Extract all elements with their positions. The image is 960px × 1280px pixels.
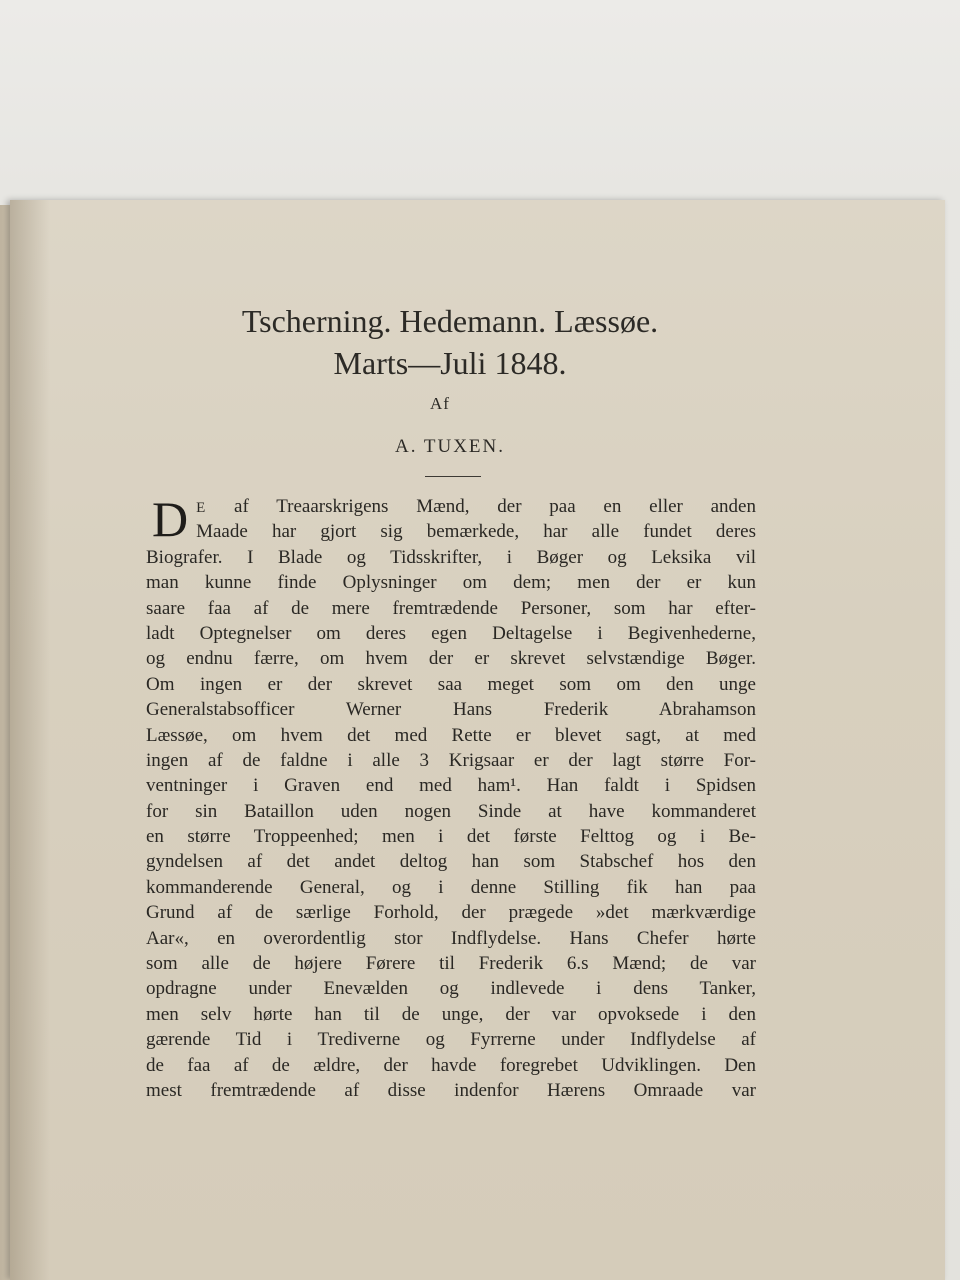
body-line: Maade har gjort sig bemærkede, har alle fundet deres xyxy=(196,521,756,543)
title-rule xyxy=(425,476,481,477)
body-line: som alle de højere Førere til Frederik 6.s Mænd; de var xyxy=(146,953,756,975)
drop-cap: D xyxy=(152,491,189,547)
body-line: men selv hørte han til de unge, der var opvoksede i den xyxy=(146,1003,756,1025)
body-line: gyndelsen af det andet deltog han som Stabschef hos den xyxy=(146,851,756,873)
drop-cap-rest: E xyxy=(196,500,207,516)
body-line: Aar«, en overordentlig stor Indflydelse. Hans Chefer hørte xyxy=(146,927,756,949)
title-line-2: Marts—Juli 1848. xyxy=(333,345,567,381)
body-line: Generalstabsofficer Werner Hans Frederik Abrahamson xyxy=(146,699,756,721)
title-line-1: Tscherning. Hedemann. Læssøe. xyxy=(241,303,659,339)
byline: Af xyxy=(430,394,450,413)
body-line: gærende Tid i Trediverne og Fyrrerne under Indflydelse af xyxy=(146,1029,756,1051)
body-line: Grund af de særlige Forhold, der prægede »det mærkværdige xyxy=(146,902,756,924)
body-line: ventninger i Graven end med ham¹. Han faldt i Spidsen xyxy=(146,775,756,797)
body-line: man kunne finde Oplysninger om dem; men der er kun xyxy=(146,572,756,594)
body-line: opdragne under Enevælden og indlevede i dens Tanker, xyxy=(146,978,756,1000)
body-line: E af Treaarskrigens Mænd, der paa en eller anden xyxy=(196,496,756,517)
article-title xyxy=(150,300,750,384)
body-line: de faa af de ældre, der havde foregrebet Udviklingen. Den xyxy=(146,1054,756,1076)
body-line: Biografer. I Blade og Tidsskrifter, i Bøger og Leksika vil xyxy=(146,546,756,568)
author-name: A. TUXEN. xyxy=(394,436,505,457)
body-text xyxy=(146,491,756,1103)
body-line: ladt Optegnelser om deres egen Deltagelse i Begivenhederne, xyxy=(146,622,756,644)
body-line: en større Troppeenhed; men i det første Felttog og i Be- xyxy=(146,826,756,848)
body-line: saare faa af de mere fremtrædende Personer, som har efter- xyxy=(146,597,756,619)
body-line: mest fremtrædende af disse indenfor Hærens Omraade var xyxy=(146,1079,756,1101)
body-line: Læssøe, om hvem det med Rette er blevet sagt, at med xyxy=(146,724,756,746)
body-line: Om ingen er der skrevet saa meget som om den unge xyxy=(146,673,756,695)
body-line: og endnu færre, om hvem der er skrevet selvstændige Bøger. xyxy=(146,648,756,670)
body-line: ingen af de faldne i alle 3 Krigsaar er der lagt større For- xyxy=(146,749,756,771)
page-gutter-shadow xyxy=(10,200,50,1280)
body-line: kommanderende General, og i denne Stilling fik han paa xyxy=(146,876,756,898)
body-line: for sin Bataillon uden nogen Sinde at have kommanderet xyxy=(146,800,756,822)
